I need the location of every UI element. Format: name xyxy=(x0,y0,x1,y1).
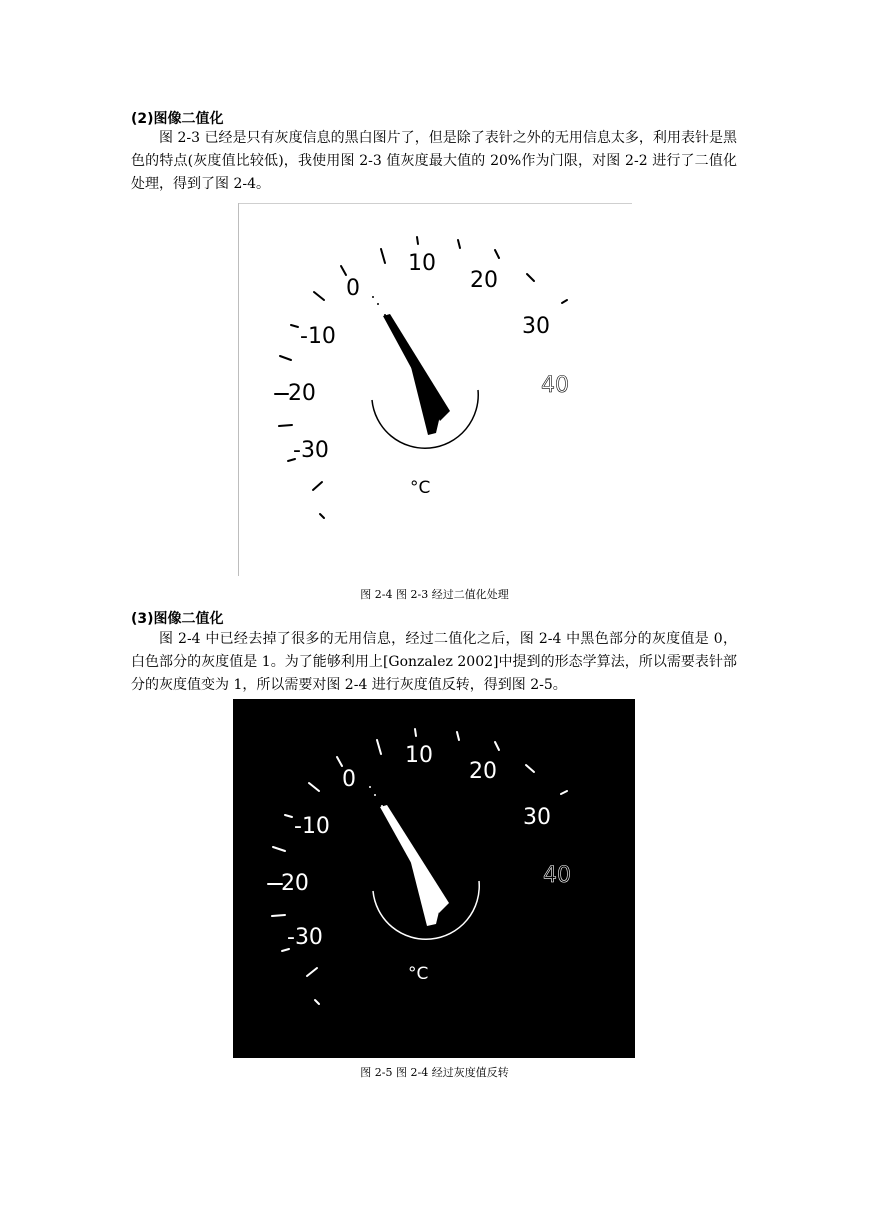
figure-caption: 图 2-5 图 2-4 经过灰度值反转 xyxy=(360,1066,509,1079)
body-paragraph: 图 2-3 已经是只有灰度信息的黑白图片了，但是除了表针之外的无用信息太多，利用表针是黑色的特点(灰度值比较低)，我使用图 2-3 值灰度最大值的 20%作为门限，对图 2-2 进行了二值化处理，得到了图 2-4。 xyxy=(131,130,737,192)
gauge-label-0: 0 xyxy=(346,276,360,301)
gauge-unit-label: °C xyxy=(410,478,431,498)
gauge-label-neg10: -10 xyxy=(294,814,330,839)
gauge-label-10: 10 xyxy=(405,743,433,768)
gauge-label-0: 0 xyxy=(342,767,356,792)
gauge-label-20: 20 xyxy=(470,268,498,293)
gauge-label-30: 30 xyxy=(522,314,550,339)
gauge-label-neg20: -20 xyxy=(273,871,309,896)
section-heading: (3)图像二值化 xyxy=(131,611,224,627)
gauge-label-20: 20 xyxy=(469,759,497,784)
figure-binarized-gauge xyxy=(238,203,632,576)
figure-inverted-gauge xyxy=(233,699,635,1058)
gauge-label-neg10: -10 xyxy=(300,324,336,349)
gauge-label-neg30: -30 xyxy=(287,925,323,950)
body-paragraph: 图 2-4 中已经去掉了很多的无用信息，经过二值化之后，图 2-4 中黑色部分的灰度值是 0，白色部分的灰度值是 1。为了能够利用上[Gonzalez 2002]中提到的形态学算法，所以需要表针部分的灰度值变为 1，所以需要对图 2-4 进行灰度值反转，得到图 2-5。 xyxy=(131,631,737,693)
figure-caption: 图 2-4 图 2-3 经过二值化处理 xyxy=(360,588,509,601)
section-heading: (2)图像二值化 xyxy=(131,111,224,127)
gauge-label-neg30: -30 xyxy=(293,438,329,463)
gauge-label-neg20: -20 xyxy=(280,381,316,406)
gauge-label-10: 10 xyxy=(408,251,436,276)
gauge-label-40: 40 xyxy=(541,373,569,398)
gauge-label-30: 30 xyxy=(523,805,551,830)
gauge-label-40: 40 xyxy=(543,863,571,888)
gauge-unit-label: °C xyxy=(408,964,429,984)
